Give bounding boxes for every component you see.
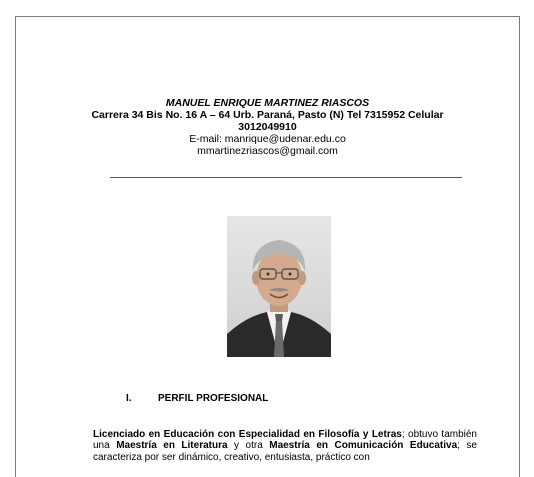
profile-text-3: ; se caracteriza por ser dinámico, creativo, entusiasta, práctico con xyxy=(93,440,477,463)
contact-address: Carrera 34 Bis No. 16 A – 64 Urb. Paraná, Pasto (N) Tel 7315952 Celular 3012049910 xyxy=(91,109,444,133)
document-page xyxy=(15,16,520,477)
email-line: E-mail: manrique@udenar.edu.co xyxy=(189,133,346,145)
masters-literature: Maestría en Literatura xyxy=(116,440,228,452)
cv-header xyxy=(16,97,519,157)
profile-text-2: y otra xyxy=(227,440,270,452)
profile-text-1: ; obtuvo también una xyxy=(93,429,477,452)
person-name: MANUEL ENRIQUE MARTINEZ RIASCOS xyxy=(165,97,370,109)
profile-paragraph xyxy=(93,429,477,463)
degree-text: Licenciado en Educación con Especialidad en Filosofía y Letras xyxy=(93,429,402,440)
email-alternate: mmartinezriascos@gmail.com xyxy=(197,145,338,157)
section-heading xyxy=(126,393,268,404)
section-title: PERFIL PROFESIONAL xyxy=(158,393,269,404)
profile-photo xyxy=(227,216,331,357)
section-number: I. xyxy=(126,393,132,404)
header-divider xyxy=(110,177,462,178)
masters-communication: Maestría en Comunicación Educativa xyxy=(269,440,458,452)
